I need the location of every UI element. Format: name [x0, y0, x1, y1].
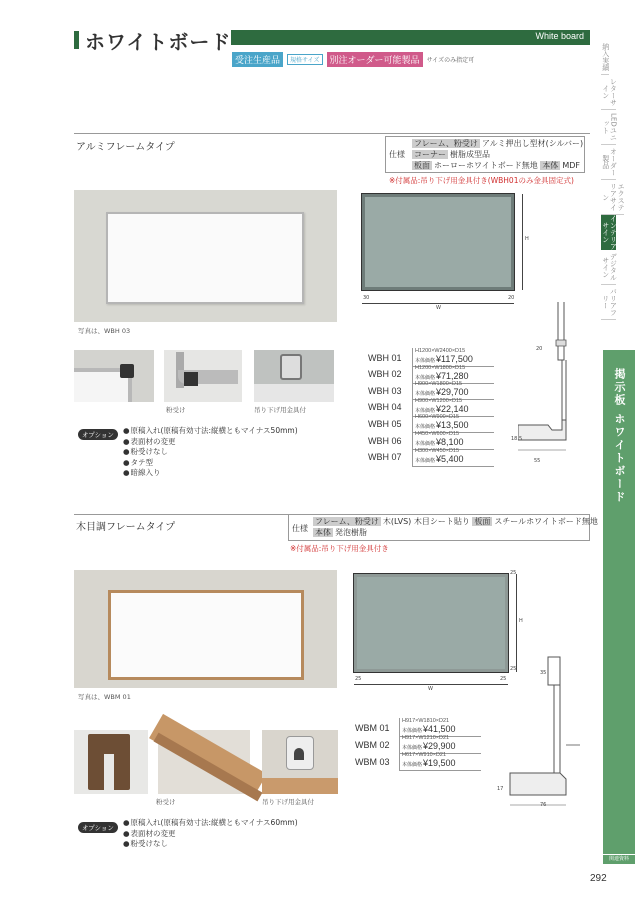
model-info [412, 448, 494, 467]
price-label: 本体価格 [402, 762, 423, 768]
section-divider [74, 133, 590, 134]
model-row [355, 752, 481, 771]
dim-label-d2: 55 [534, 458, 541, 464]
model-price: ¥41,500 [423, 724, 456, 734]
spec-text: 樹脂成型品 [450, 150, 490, 159]
option-item: ● 表面材の変更 [123, 437, 298, 448]
dimension-diagram-aluminum [362, 194, 514, 290]
title-accent-bar [74, 31, 79, 49]
dim-label-w: W [436, 305, 441, 311]
wood-tray-photo [158, 730, 250, 794]
option-badge: オプション [78, 822, 118, 833]
model-size: H900×W1800×D15 [415, 381, 463, 388]
model-size: H300×W450×D15 [415, 447, 460, 454]
spec-text: アルミ押出し型材(シルバー) [481, 139, 584, 148]
price-label: 本体価格 [415, 441, 436, 447]
spec-text: 発泡樹脂 [335, 528, 367, 537]
dim-label-side: 35 [540, 670, 547, 676]
side-tab-delivery-record[interactable]: 納入実績 [601, 40, 609, 75]
model-price: ¥29,700 [436, 387, 469, 398]
detail-caption: 粉受け [156, 798, 176, 806]
option-list-aluminum [123, 426, 298, 479]
spec-tag: 板面 [414, 161, 430, 170]
option-list-wood [123, 818, 298, 850]
dim-label-top: 25 [510, 570, 517, 576]
price-label: 本体価格 [415, 407, 436, 414]
model-size: H450×W600×D15 [415, 431, 460, 437]
page-title: ホワイトボード [85, 30, 232, 54]
size-only-note: サイズのみ指定可 [426, 57, 475, 64]
dim-label-d2: 76 [540, 802, 547, 808]
model-code: WBH 01 [368, 352, 402, 363]
spec-tag: 板面 [474, 517, 491, 526]
tray-detail-photo [164, 350, 242, 402]
model-code: WBH 02 [368, 369, 402, 380]
corner-detail-photo [74, 350, 154, 402]
spec-tag: フレーム、粉受け [414, 139, 478, 148]
model-size: H900×W1200×D15 [415, 397, 463, 404]
spec-label: 仕様 [292, 524, 308, 533]
model-size: H617×W910×D21 [402, 752, 447, 758]
model-code: WBH 07 [368, 452, 402, 463]
option-item: ● 粉受けなし [123, 447, 298, 458]
side-tab-exterior-sign[interactable]: エクステリアサイン [601, 180, 624, 215]
model-size: H600×W900×D15 [415, 414, 460, 421]
page-number: 292 [590, 873, 607, 884]
model-code: WBH 03 [368, 385, 402, 396]
detail-caption: 吊り下げ用金具付 [262, 798, 314, 806]
accessory-note-aluminum: ※付属品:吊り下げ用金具付き(WBH01のみ金具固定式) [389, 176, 574, 185]
model-size: H917×W1210×D21 [402, 735, 450, 741]
wood-hanger-photo [262, 730, 338, 794]
spec-box-wood [288, 514, 598, 541]
price-label: 本体価格 [415, 374, 436, 381]
detail-caption: 粉受け [166, 406, 186, 414]
section-title-wood: 木目調フレームタイプ [76, 522, 176, 533]
spec-label: 仕様 [389, 150, 405, 159]
dim-label-bottom: 25 [510, 666, 517, 672]
model-price: ¥117,500 [436, 354, 473, 364]
model-price: ¥22,140 [436, 403, 469, 414]
spec-text: ホーローホワイトボード無地 [434, 161, 538, 170]
option-item: ● 原稿入れ(原稿有効寸法:縦横ともマイナス60mm) [123, 818, 298, 829]
made-to-order-badge: 受注生産品 [232, 52, 283, 67]
model-price: ¥13,500 [436, 420, 469, 431]
model-size: H1200×W1800×D15 [415, 364, 466, 371]
model-code: WBH 05 [368, 418, 402, 429]
price-label: 本体価格 [402, 728, 423, 734]
photo-caption-aluminum: 写真は、WBH 03 [78, 327, 131, 335]
model-price: ¥19,500 [423, 758, 456, 768]
price-label: 本体価格 [415, 424, 436, 431]
side-index-tabs [601, 40, 637, 320]
price-label: 本体価格 [415, 391, 436, 398]
dim-label-left: 30 [363, 295, 370, 301]
side-category-label: 掲示板 ホワイトボード [603, 350, 635, 854]
side-tab-digital-sign[interactable]: デジタルサイン [601, 250, 616, 285]
profile-drawing-aluminum [518, 300, 588, 470]
title-banner [231, 30, 590, 45]
model-price: ¥8,100 [436, 437, 464, 447]
model-price: ¥5,400 [436, 453, 464, 464]
custom-order-badge: 別注オーダー可能製品 [327, 52, 423, 67]
dim-label-w: W [428, 686, 433, 692]
side-tab-led-unit[interactable]: LEDユニット [601, 110, 616, 145]
option-item: ● 粉受けなし [123, 839, 298, 850]
side-tab-interior-sign[interactable]: インテリアサイン [601, 215, 618, 250]
accessory-note-wood: ※付属品:吊り下げ用金具付き [290, 544, 389, 553]
spec-box-aluminum [385, 136, 585, 173]
wood-cross-section-photo [74, 730, 148, 794]
whiteboard-image [108, 590, 304, 680]
spec-tag: 本体 [542, 161, 559, 170]
model-size: H1200×W2400×D15 [415, 348, 466, 354]
detail-caption: 吊り下げ用金具付 [254, 406, 306, 414]
model-code: WBM 01 [355, 722, 390, 733]
spec-text: スチールホワイトボード無地 [494, 517, 598, 526]
dim-label-d1: 17 [497, 786, 504, 792]
model-info [399, 752, 481, 771]
dim-label-right: 25 [500, 676, 507, 682]
option-item: ● 暗線入り [123, 468, 298, 479]
photo-caption-wood: 写真は、WBM 01 [78, 693, 131, 701]
dim-label-side: 20 [536, 346, 543, 352]
option-badge: オプション [78, 429, 118, 440]
price-label: 本体価格 [402, 745, 423, 751]
model-code: WBM 03 [355, 756, 390, 767]
spec-tag: 本体 [315, 528, 331, 537]
price-label: 本体価格 [415, 457, 436, 464]
dim-label-right: 20 [508, 295, 515, 301]
related-docs-tab[interactable]: 関連資料 [603, 855, 635, 864]
dim-label-h: H [519, 618, 523, 624]
spec-text: MDF [562, 161, 580, 170]
whiteboard-image [106, 212, 304, 304]
title-english: White board [535, 31, 584, 41]
product-badges [232, 52, 474, 67]
option-item: ● 原稿入れ(原稿有効寸法:縦横ともマイナス50mm) [123, 426, 298, 437]
side-tab-barrier-free[interactable]: バリアフリー [601, 285, 616, 320]
dim-label-left: 25 [355, 676, 362, 682]
side-tab-letter-sign[interactable]: レターサイン [601, 75, 616, 110]
model-price: ¥29,900 [423, 741, 456, 751]
product-photo-wood [74, 570, 337, 688]
model-code: WBH 04 [368, 402, 402, 413]
dimension-diagram-wood [354, 574, 508, 672]
option-item: ● 表面材の変更 [123, 829, 298, 840]
model-row [368, 448, 494, 467]
dim-label-d1: 18.5 [511, 436, 523, 442]
product-photo-aluminum [74, 190, 337, 322]
dim-line-w [362, 303, 514, 304]
dim-label-h: H [525, 236, 529, 242]
price-label: 本体価格 [415, 358, 436, 364]
model-price: ¥71,280 [436, 370, 469, 381]
model-code: WBH 06 [368, 435, 402, 446]
model-size: H917×W1810×D21 [402, 718, 450, 724]
hanger-detail-photo [254, 350, 334, 402]
spec-text: 木(LVS) 木目シート貼り [382, 517, 470, 526]
profile-drawing-wood [500, 655, 585, 815]
dim-line-h [522, 194, 523, 290]
spec-tag: コーナー [414, 150, 446, 159]
standard-size-note: 規格サイズ [287, 54, 323, 65]
side-tab-order-products[interactable]: オーダー製品 [601, 145, 616, 180]
spec-tag: フレーム、粉受け [315, 517, 379, 526]
model-code: WBM 02 [355, 739, 390, 750]
option-item: ● タテ型 [123, 458, 298, 469]
section-title-aluminum: アルミフレームタイプ [76, 142, 175, 153]
dim-line-w [354, 684, 508, 685]
